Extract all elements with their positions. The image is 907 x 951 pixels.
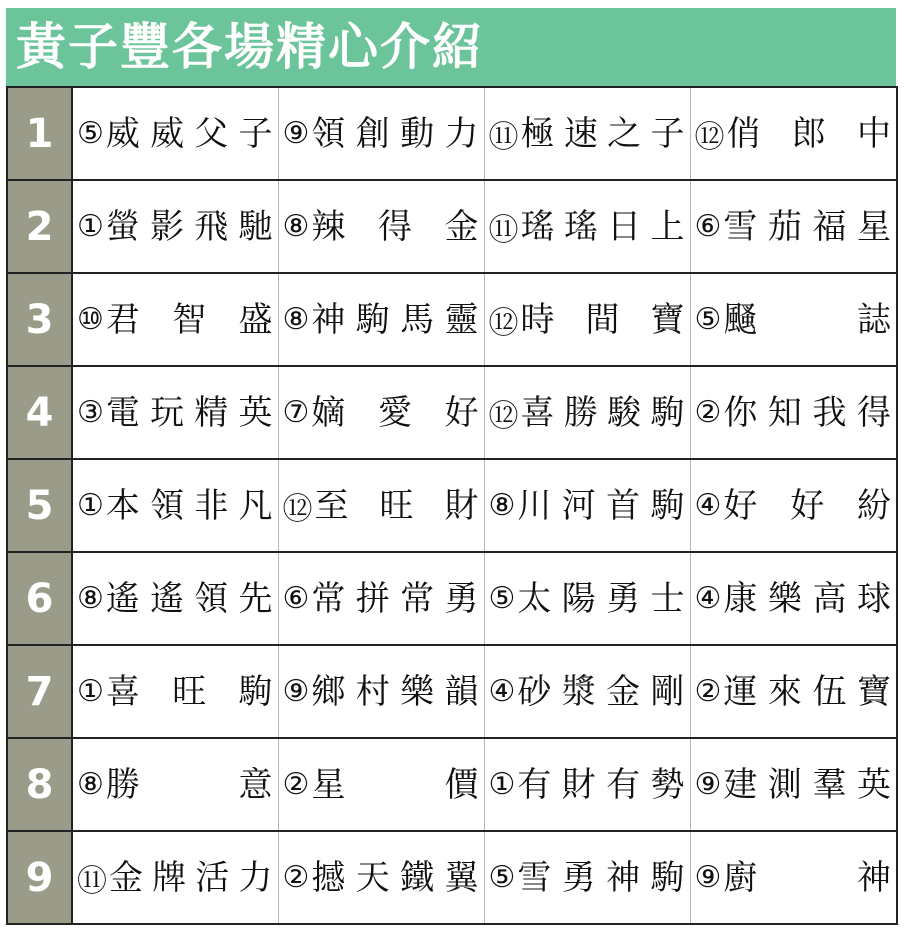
horse-name: 時 間 寶 bbox=[520, 299, 686, 340]
selection-cell-content bbox=[695, 832, 893, 923]
horse-name: 俏 郎 中 bbox=[726, 113, 892, 154]
race-row bbox=[7, 552, 897, 645]
selection-cell-content bbox=[77, 367, 274, 458]
horse-name: 颾 誌 bbox=[723, 299, 892, 340]
selection-cell-content bbox=[77, 460, 274, 551]
selection-cell bbox=[484, 366, 690, 459]
selection-cell-content bbox=[695, 646, 893, 737]
selection-cell-content bbox=[695, 274, 893, 365]
race-row bbox=[7, 459, 897, 552]
horse-number: ⑫ bbox=[282, 491, 313, 527]
selection-cell bbox=[72, 366, 278, 459]
selection-cell-content bbox=[695, 460, 893, 551]
horse-name: 撼天鐵翼 bbox=[311, 857, 480, 898]
horse-number: ⑧ bbox=[77, 581, 104, 616]
selection-cell bbox=[72, 459, 278, 552]
race-number: 2 bbox=[7, 180, 72, 273]
horse-name: 金牌活力 bbox=[109, 857, 274, 898]
race-row bbox=[7, 273, 897, 366]
race-row bbox=[7, 366, 897, 459]
selection-cell-content bbox=[489, 88, 686, 179]
selection-cell-content bbox=[77, 646, 274, 737]
selection-cell-content bbox=[77, 832, 274, 923]
horse-name: 喜 旺 駒 bbox=[105, 671, 274, 712]
selection-cell-content bbox=[695, 739, 893, 830]
selection-cell bbox=[72, 87, 278, 180]
horse-number: ② bbox=[282, 860, 310, 895]
horse-number: ⑨ bbox=[282, 674, 310, 709]
selection-cell-content bbox=[283, 460, 480, 551]
horse-name: 至 旺 財 bbox=[314, 485, 480, 526]
selection-cell bbox=[278, 552, 484, 645]
horse-name: 星 價 bbox=[311, 764, 480, 805]
selection-cell bbox=[278, 738, 484, 831]
horse-name: 極速之子 bbox=[520, 113, 686, 154]
selection-cell-content bbox=[489, 367, 686, 458]
horse-number: ② bbox=[694, 674, 722, 709]
selection-cell-content bbox=[489, 553, 686, 644]
selection-cell-content bbox=[283, 181, 480, 272]
horse-number: ⑫ bbox=[488, 398, 519, 434]
horse-name: 川河首駒 bbox=[517, 485, 686, 526]
selection-cell-content bbox=[489, 832, 686, 923]
selection-cell bbox=[72, 738, 278, 831]
horse-number: ⑦ bbox=[282, 395, 310, 430]
selection-cell bbox=[690, 645, 897, 738]
selection-cell bbox=[278, 87, 484, 180]
horse-name: 常拼常勇 bbox=[311, 578, 480, 619]
horse-name: 廚 神 bbox=[723, 857, 892, 898]
horse-number: ② bbox=[694, 395, 722, 430]
selection-cell-content bbox=[489, 274, 686, 365]
horse-number: ⑪ bbox=[488, 119, 519, 155]
selection-cell-content bbox=[489, 181, 686, 272]
selection-cell-content bbox=[695, 553, 893, 644]
horse-number: ⑤ bbox=[488, 581, 516, 616]
horse-name: 雪勇神駒 bbox=[517, 857, 686, 898]
horse-number: ⑫ bbox=[694, 119, 725, 155]
race-row bbox=[7, 645, 897, 738]
horse-number: ⑪ bbox=[488, 212, 519, 248]
page-title: 黃子豐各場精心介紹 bbox=[16, 18, 484, 76]
selection-cell bbox=[690, 180, 897, 273]
selection-cell-content bbox=[77, 88, 274, 179]
selection-cell bbox=[484, 738, 690, 831]
race-number: 8 bbox=[7, 738, 72, 831]
selection-cell-content bbox=[77, 553, 274, 644]
selection-cell bbox=[72, 552, 278, 645]
selection-cell bbox=[72, 831, 278, 924]
selection-cell bbox=[690, 87, 897, 180]
horse-name: 砂漿金剛 bbox=[517, 671, 686, 712]
race-number: 4 bbox=[7, 366, 72, 459]
horse-number: ⑥ bbox=[694, 209, 722, 244]
selection-cell-content bbox=[77, 739, 274, 830]
selection-cell-content bbox=[695, 181, 893, 272]
horse-number: ④ bbox=[694, 581, 722, 616]
horse-name: 你知我得 bbox=[723, 392, 892, 433]
race-number: 7 bbox=[7, 645, 72, 738]
horse-name: 好 好 紛 bbox=[723, 485, 892, 526]
horse-name: 嫡 愛 好 bbox=[311, 392, 480, 433]
selection-cell-content bbox=[283, 646, 480, 737]
selection-cell bbox=[484, 180, 690, 273]
selection-cell bbox=[484, 645, 690, 738]
selection-cell-content bbox=[283, 367, 480, 458]
horse-name: 雪茄福星 bbox=[723, 206, 892, 247]
horse-number: ④ bbox=[488, 674, 516, 709]
selection-cell-content bbox=[489, 646, 686, 737]
selection-cell bbox=[484, 273, 690, 366]
selection-cell bbox=[690, 366, 897, 459]
horse-name: 鄉村樂韻 bbox=[311, 671, 480, 712]
selection-cell bbox=[484, 87, 690, 180]
horse-name: 神駒馬靈 bbox=[311, 299, 480, 340]
selection-cell bbox=[278, 459, 484, 552]
horse-number: ⑤ bbox=[694, 302, 722, 337]
horse-number: ⑨ bbox=[282, 116, 310, 151]
race-row bbox=[7, 180, 897, 273]
horse-name: 本領非凡 bbox=[105, 485, 274, 526]
selection-cell-content bbox=[283, 274, 480, 365]
horse-name: 建測羣英 bbox=[723, 764, 892, 805]
race-number: 9 bbox=[7, 831, 72, 924]
horse-number: ⑫ bbox=[488, 305, 519, 341]
selection-cell bbox=[278, 273, 484, 366]
race-number: 3 bbox=[7, 273, 72, 366]
selection-cell-content bbox=[283, 832, 480, 923]
selection-cell bbox=[690, 273, 897, 366]
horse-name: 有財有勢 bbox=[517, 764, 686, 805]
header-banner bbox=[6, 8, 896, 86]
horse-number: ① bbox=[77, 674, 104, 709]
horse-name: 喜勝駿駒 bbox=[520, 392, 686, 433]
selection-cell bbox=[278, 366, 484, 459]
horse-number: ⑧ bbox=[77, 767, 104, 802]
horse-number: ⑥ bbox=[282, 581, 310, 616]
horse-name: 康樂高球 bbox=[723, 578, 892, 619]
selection-cell-content bbox=[489, 739, 686, 830]
race-row bbox=[7, 831, 897, 924]
horse-name: 電玩精英 bbox=[105, 392, 274, 433]
race-number: 6 bbox=[7, 552, 72, 645]
horse-name: 太陽勇士 bbox=[517, 578, 686, 619]
horse-name: 威威父子 bbox=[105, 113, 274, 154]
horse-name: 螢影飛馳 bbox=[105, 206, 274, 247]
selection-cell bbox=[278, 831, 484, 924]
race-number: 1 bbox=[7, 87, 72, 180]
selection-cell bbox=[278, 645, 484, 738]
horse-name: 辣 得 金 bbox=[311, 206, 480, 247]
selection-cell-content bbox=[77, 181, 274, 272]
selection-cell-content bbox=[695, 88, 893, 179]
selection-cell bbox=[690, 738, 897, 831]
selection-cell-content bbox=[489, 460, 686, 551]
race-selection-table bbox=[6, 86, 898, 925]
horse-number: ⑩ bbox=[77, 302, 104, 337]
horse-number: ⑨ bbox=[694, 767, 722, 802]
horse-name: 君 智 盛 bbox=[105, 299, 274, 340]
horse-number: ⑤ bbox=[77, 116, 104, 151]
horse-number: ⑤ bbox=[488, 860, 516, 895]
selection-cell bbox=[484, 552, 690, 645]
horse-number: ⑧ bbox=[488, 488, 516, 523]
horse-number: ⑪ bbox=[77, 863, 107, 899]
horse-name: 運來伍寶 bbox=[723, 671, 892, 712]
selection-cell bbox=[484, 831, 690, 924]
horse-name: 瑤瑤日上 bbox=[520, 206, 686, 247]
horse-name: 領創動力 bbox=[311, 113, 480, 154]
race-number: 5 bbox=[7, 459, 72, 552]
selection-cell bbox=[278, 180, 484, 273]
selection-cell bbox=[72, 180, 278, 273]
selection-cell-content bbox=[283, 88, 480, 179]
horse-number: ① bbox=[488, 767, 516, 802]
horse-number: ⑨ bbox=[694, 860, 722, 895]
selection-cell bbox=[72, 273, 278, 366]
horse-number: ④ bbox=[694, 488, 722, 523]
race-row bbox=[7, 738, 897, 831]
selection-cell bbox=[690, 831, 897, 924]
horse-number: ③ bbox=[77, 395, 104, 430]
horse-number: ① bbox=[77, 488, 104, 523]
selection-cell-content bbox=[77, 274, 274, 365]
horse-number: ② bbox=[282, 767, 310, 802]
horse-name: 遙遙領先 bbox=[105, 578, 274, 619]
selection-cell-content bbox=[283, 739, 480, 830]
horse-name: 勝 意 bbox=[105, 764, 274, 805]
selection-cell-content bbox=[283, 553, 480, 644]
selection-cell-content bbox=[695, 367, 893, 458]
horse-number: ① bbox=[77, 209, 104, 244]
selection-cell bbox=[72, 645, 278, 738]
selection-cell bbox=[690, 459, 897, 552]
race-row bbox=[7, 87, 897, 180]
horse-number: ⑧ bbox=[282, 209, 310, 244]
selection-cell bbox=[690, 552, 897, 645]
selection-cell bbox=[484, 459, 690, 552]
horse-number: ⑧ bbox=[282, 302, 310, 337]
